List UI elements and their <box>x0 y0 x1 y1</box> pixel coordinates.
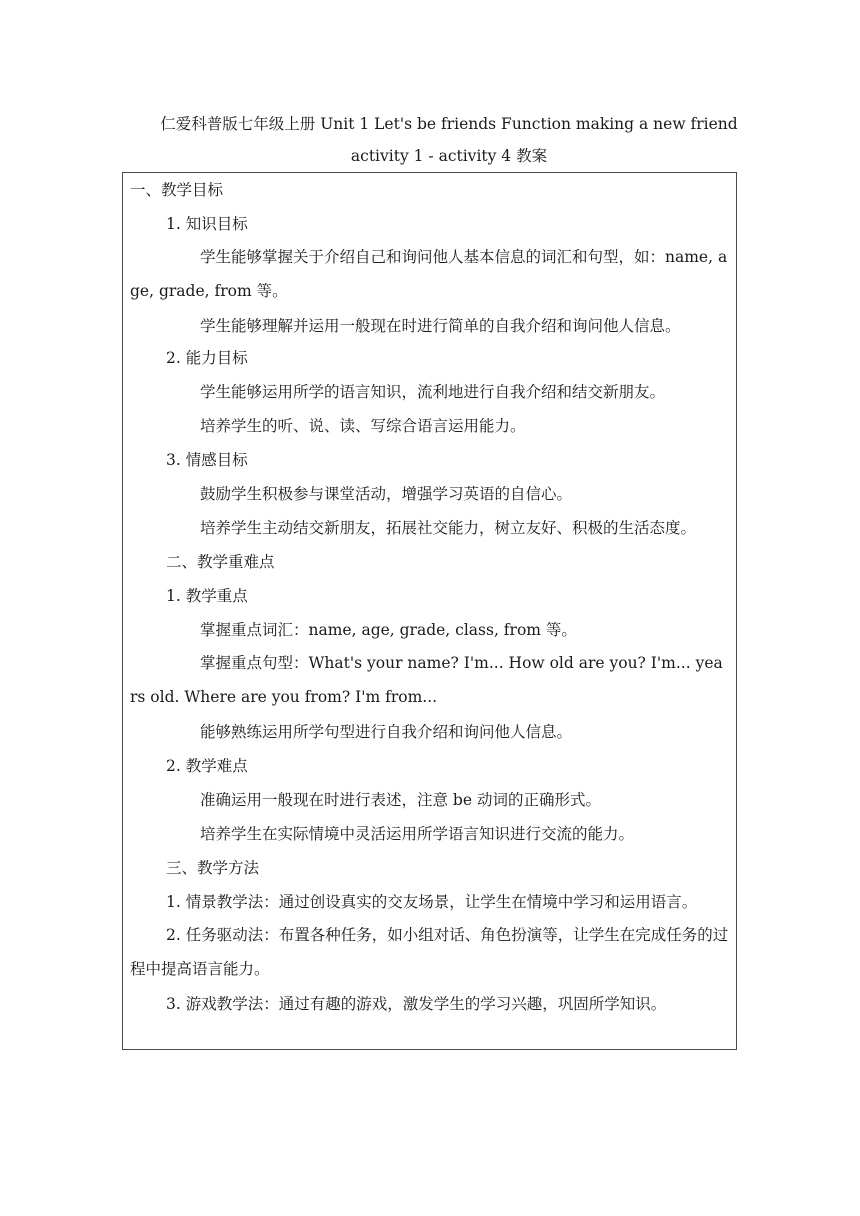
document-title: 仁爱科普版七年级上册 Unit 1 Let's be friends Function making a new friend activity 1 - activity 4 教案 <box>160 115 738 165</box>
paragraph: 学生能够运用所学的语言知识，流利地进行自我介绍和结交新朋友。 <box>200 383 666 401</box>
paragraph: 掌握重点词汇：name, age, grade, class, from 等。 <box>200 621 577 639</box>
subsection-heading: 1. 知识目标 <box>166 215 248 233</box>
paragraph: 培养学生主动结交新朋友，拓展社交能力，树立友好、积极的生活态度。 <box>200 519 697 537</box>
paragraph: 培养学生的听、说、读、写综合语言运用能力。 <box>200 417 526 435</box>
section-heading: 一、教学目标 <box>130 181 224 199</box>
paragraph: 学生能够理解并运用一般现在时进行简单的自我介绍和询问他人信息。 <box>200 317 681 335</box>
paragraph: 鼓励学生积极参与课堂活动，增强学习英语的自信心。 <box>200 485 573 503</box>
paragraph: 准确运用一般现在时进行表述，注意 be 动词的正确形式。 <box>200 791 601 809</box>
section-heading: 二、教学重难点 <box>166 553 275 571</box>
section-heading: 三、教学方法 <box>166 859 260 877</box>
subsection-heading: 2. 能力目标 <box>166 349 248 367</box>
paragraph: 能够熟练运用所学句型进行自我介绍和询问他人信息。 <box>200 723 573 741</box>
list-item: 1. 情景教学法：通过创设真实的交友场景，让学生在情境中学习和运用语言。 <box>166 893 698 911</box>
list-item: 2. 任务驱动法：布置各种任务，如小组对话、角色扮演等，让学生在完成任务的过程中提高语言能力。 <box>130 926 729 978</box>
paragraph: 培养学生在实际情境中灵活运用所学语言知识进行交流的能力。 <box>200 825 635 843</box>
subsection-heading: 1. 教学重点 <box>166 587 248 605</box>
paragraph: 掌握重点句型：What's your name? I'm... How old are you? I'm... years old. Where are you from? I'm from... <box>130 654 723 706</box>
subsection-heading: 2. 教学难点 <box>166 757 248 775</box>
list-item: 3. 游戏教学法：通过有趣的游戏，激发学生的学习兴趣，巩固所学知识。 <box>166 995 667 1013</box>
subsection-heading: 3. 情感目标 <box>166 451 248 469</box>
paragraph: 学生能够掌握关于介绍自己和询问他人基本信息的词汇和句型，如：name, age, grade, from 等。 <box>130 248 728 300</box>
